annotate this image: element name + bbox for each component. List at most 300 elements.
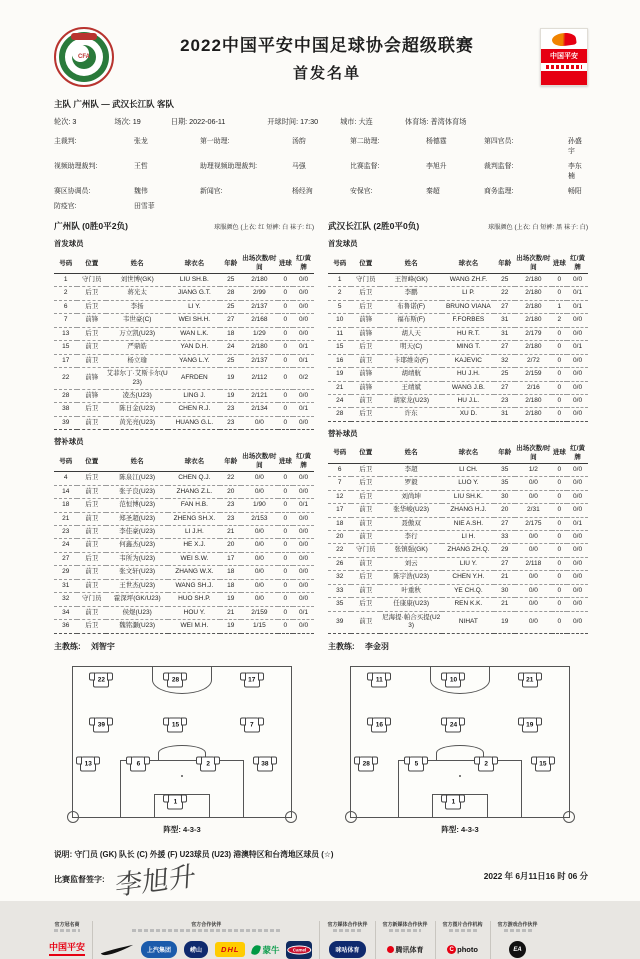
table-cell: 0 [552,598,568,611]
table-cell: 0/1 [567,517,588,530]
table-cell: 后卫 [77,287,106,300]
column-header: 出场次数/时间 [241,450,277,472]
table-cell: 0 [552,477,568,490]
table-cell: 0 [552,327,568,340]
table-cell: 19 [220,368,241,390]
sponsor-underline [49,954,85,956]
table-cell: 后卫 [77,552,106,565]
mengniu-logo: 蒙牛 [252,944,279,956]
table-cell: 23 [220,403,241,416]
column-header: 年龄 [494,442,515,464]
away-subs-label: 替补球员 [328,428,358,438]
table-cell: 前卫 [351,531,380,544]
table-cell: LI J.H. [168,526,220,539]
supervisor-signature: 李旭升 [114,860,197,901]
table-cell: 0/1 [567,287,588,300]
info-value: 19 [132,117,141,126]
table-row [328,531,588,544]
home-kit-colors: 球服颜色 (上衣: 红 短裤: 白 袜子: 红) [213,224,314,231]
table-cell: LIU Y. [442,557,494,570]
table-cell: 6 [54,300,77,313]
table-cell: 郑圣超(U23) [106,512,168,525]
table-cell: 0 [552,531,568,544]
table-cell: 陈日金(U23) [106,403,168,416]
table-cell: 前锋 [77,314,106,327]
column-header: 球衣名 [442,252,494,274]
table-cell: 0 [552,584,568,597]
home-starters-table [54,252,314,430]
table-cell: 李行 [380,531,442,544]
sponsor-group [375,921,435,959]
table-cell: 4 [54,472,77,485]
table-cell: 18 [220,579,241,592]
sponsor-logos [447,941,478,959]
table-cell: WEI S.W. [168,552,220,565]
team-columns [54,220,588,652]
table-cell: 2/180 [241,341,277,354]
coach-label: 主教练: [328,641,355,651]
table-row [328,354,588,367]
table-cell: 王靖斌 [380,381,442,394]
table-cell: 张子良(U23) [106,485,168,498]
shirt-number: 39 [97,721,105,729]
table-cell: 2/179 [515,327,551,340]
table-cell: 20 [220,485,241,498]
table-cell: 2/159 [241,606,277,619]
info-pair [171,117,226,127]
tencent-sports-logo: 腾讯体育 [387,945,424,955]
table-cell: 0 [278,314,294,327]
official-name: 马强 [292,163,306,170]
table-cell: 14 [54,485,77,498]
table-row [328,463,588,476]
sponsor-category-label: 官方图片合作机构 [442,921,483,928]
table-cell: 13 [54,327,77,340]
table-cell: 0/0 [293,539,314,552]
table-cell: 霍深坪(GK/U23) [106,593,168,606]
table-cell: 王智峰(GK) [380,274,442,287]
table-cell: 后卫 [351,598,380,611]
table-cell: 前锋 [351,327,380,340]
table-cell: CHEN Y.H. [442,571,494,584]
table-cell: 0 [278,499,294,512]
table-row [54,300,314,313]
table-row [54,287,314,300]
table-cell: ZHENG SH.X. [168,512,220,525]
table-cell: 0 [278,593,294,606]
table-cell: 0/0 [293,314,314,327]
table-cell: 前卫 [77,579,106,592]
table-cell: 陈泉江(U23) [106,472,168,485]
table-cell: 23 [220,416,241,429]
table-cell: 0 [278,579,294,592]
home-formation [64,666,300,835]
info-label: 开球时间: [267,117,301,126]
table-cell: WANG ZH.F. [442,274,494,287]
table-cell: 32 [54,593,77,606]
shirt-number: 1 [173,798,178,805]
table-cell: 后卫 [77,403,106,416]
table-cell: 23 [220,512,241,525]
table-row [54,593,314,606]
table-cell: 2/137 [241,300,277,313]
column-header: 出场次数/时间 [515,252,551,274]
shirt-number: 28 [171,676,180,684]
table-row [54,354,314,367]
table-cell: 后卫 [77,327,106,340]
shirt-number: 2 [206,760,210,768]
table-cell: 18 [328,517,351,530]
table-cell: 30 [494,584,515,597]
table-cell: 21 [220,606,241,619]
shirt-number: 16 [375,721,383,729]
nike-logo-icon [100,944,134,956]
table-cell: 0 [278,620,294,633]
ea-logo-icon: EA [509,941,526,958]
official-name: 杨经洵 [292,188,313,195]
table-cell: 0 [278,416,294,429]
shirt-number: 13 [84,760,92,768]
table-cell: 20 [328,531,351,544]
table-cell: 2/118 [515,557,551,570]
table-row [54,389,314,402]
home-pitch-diagram [72,666,292,818]
table-row [54,512,314,525]
table-cell: 0/1 [293,499,314,512]
table-cell: 31 [494,327,515,340]
table-cell: 前卫 [77,539,106,552]
column-header: 号码 [328,442,351,464]
table-cell: 0/0 [515,611,551,633]
official-name: 张龙 [134,138,148,145]
pingan-badge [540,28,588,86]
table-cell: 12 [328,490,351,503]
table-cell: 34 [54,606,77,619]
official-label: 新闻官: [200,188,223,195]
table-cell: 前卫 [77,606,106,619]
table-header-row [54,450,314,472]
sponsor-category-label: 官方冠名商 [54,921,80,928]
table-cell: 2/180 [515,287,551,300]
table-cell: 0/0 [567,557,588,570]
table-row [328,584,588,597]
table-cell: 0/1 [293,341,314,354]
table-cell: 蒋光太 [106,287,168,300]
table-cell: 张华峻(U23) [380,504,442,517]
table-cell: 0/0 [515,544,551,557]
table-cell: 张镇强(GK) [380,544,442,557]
table-cell: 前卫 [351,394,380,407]
table-cell: LING J. [168,389,220,402]
table-cell: LI H. [442,531,494,544]
table-cell: 23 [494,394,515,407]
table-cell: 前卫 [77,354,106,367]
shirt-number: 6 [136,760,141,768]
table-cell: 福布斯(F) [380,314,442,327]
official-name: 汤韵 [292,138,306,145]
table-cell: HU R.T. [442,327,494,340]
table-cell: 黄光亮(U23) [106,416,168,429]
away-name-record: 武汉长江队 (2胜0平0负) [328,221,420,231]
table-cell: 后卫 [351,571,380,584]
table-cell: REN K.K. [442,598,494,611]
column-header: 红/黄牌 [567,252,588,274]
table-row [328,287,588,300]
table-cell: 0 [278,300,294,313]
player-shirt-icon [518,673,542,688]
shirt-number: 2 [484,760,488,768]
table-cell: NIHAT [442,611,494,633]
table-cell: 27 [494,517,515,530]
table-cell: HUANG G.L. [168,416,220,429]
away-kit-colors: 球服颜色 (上衣: 白 短裤: 黑 袜子: 白) [487,224,588,231]
table-cell: 前锋 [351,381,380,394]
table-cell: 1/29 [241,327,277,340]
table-cell: FAN H.B. [168,499,220,512]
table-cell: 33 [494,531,515,544]
table-row [54,620,314,633]
table-cell: 后卫 [351,287,380,300]
table-cell: 0/0 [567,571,588,584]
table-cell: 2/159 [515,368,551,381]
table-cell: WEI M.H. [168,620,220,633]
table-row [54,539,314,552]
table-cell: 2 [54,287,77,300]
table-cell: 2/153 [241,512,277,525]
sponsor-category-label: 官方新媒体合作伙伴 [382,921,428,928]
match-info-row [54,117,588,127]
table-cell: 31 [494,408,515,421]
table-cell: 0 [278,512,294,525]
table-cell: HUO SH.P. [168,593,220,606]
table-row [54,472,314,485]
table-cell: 前卫 [77,512,106,525]
table-cell: 0 [552,490,568,503]
table-cell: MING T. [442,341,494,354]
table-cell: 前锋 [351,314,380,327]
table-cell: 0/0 [241,579,277,592]
official-label [200,200,292,210]
table-cell: 27 [494,300,515,313]
column-header: 年龄 [220,252,241,274]
signature-row [54,860,588,901]
table-cell: 30 [494,490,515,503]
table-row [328,504,588,517]
table-cell: 杨立瑜 [106,354,168,367]
table-cell: 2/180 [515,408,551,421]
column-header: 号码 [328,252,351,274]
table-cell: 刘尚坤 [380,490,442,503]
cfa-football-icon [72,45,96,69]
table-cell: 15 [328,341,351,354]
player-shirt-icon [474,757,498,772]
table-row [328,571,588,584]
table-cell: HU J.H. [442,368,494,381]
saic-logo: 上汽集团 [141,941,177,958]
table-cell: 19 [220,620,241,633]
table-row [328,341,588,354]
table-cell: 23 [220,499,241,512]
player-shirt-icon [240,718,264,733]
table-cell: 15 [54,341,77,354]
player-shirt-icon [89,673,113,688]
table-row [328,544,588,557]
table-cell: F.FORBES [442,314,494,327]
away-starters-label: 首发球员 [328,239,358,248]
table-cell: 前锋 [77,389,106,402]
table-cell: 24 [54,539,77,552]
table-cell: 0 [278,606,294,619]
table-cell: 0 [278,539,294,552]
away-formation-label: 阵型: 4-3-3 [441,824,479,834]
table-cell: 38 [54,403,77,416]
table-cell: 0/0 [293,579,314,592]
table-row [54,274,314,287]
column-header: 位置 [77,450,106,472]
player-shirt-icon [196,757,220,772]
table-cell: 0/2 [293,368,314,390]
home-name-record: 广州队 (0胜0平2负) [54,221,129,231]
table-cell: 21 [494,571,515,584]
table-cell: 凌杰(U23) [106,389,168,402]
info-pair [54,117,76,127]
table-cell: 22 [494,287,515,300]
table-cell: 2/180 [515,394,551,407]
table-cell: YANG L.Y. [168,354,220,367]
table-header-row [54,252,314,274]
table-cell: 魏铭灏(U23) [106,620,168,633]
away-subs-table [328,442,588,634]
shirt-number: 7 [249,721,254,729]
away-coach-line [328,641,588,652]
table-cell: 前卫 [77,566,106,579]
sponsor-group [92,921,319,959]
table-cell: 28 [220,287,241,300]
table-cell: 0 [552,557,568,570]
table-cell: 0/0 [567,584,588,597]
official-label: 安保官: [350,188,373,195]
table-cell: 5 [328,300,351,313]
table-cell: 明天(C) [380,341,442,354]
column-header: 年龄 [494,252,515,274]
table-cell: 24 [220,341,241,354]
table-cell: ZHANG H.J. [442,504,494,517]
info-pair [114,117,140,127]
shirt-number: 15 [171,721,180,729]
away-label: 客队 [157,99,175,109]
official-name: 孙盛宇 [568,138,582,155]
table-cell: 张文轩(U23) [106,566,168,579]
table-cell: 31 [54,579,77,592]
table-cell: 陈宇浩(U23) [380,571,442,584]
table-cell: 前卫 [351,557,380,570]
table-cell: YE CH.Q. [442,584,494,597]
table-cell: 后卫 [77,499,106,512]
cfa-logo-band [71,33,97,40]
competition-title: 2022中国平安中国足球协会超级联赛 [180,36,474,55]
table-cell: 0/0 [567,381,588,394]
table-cell: 25 [220,354,241,367]
table-cell: 0/0 [241,552,277,565]
column-header: 位置 [351,252,380,274]
table-cell: 0/0 [293,485,314,498]
table-cell: 2/99 [241,287,277,300]
migu-sports-logo: 咪咕体育 [329,941,365,958]
table-cell: KAJEVIC [442,354,494,367]
player-shirt-icon [367,718,391,733]
table-cell: LUO Y. [442,477,494,490]
table-cell: 后卫 [351,408,380,421]
table-cell: ZHANG W.X. [168,566,220,579]
info-pair [340,117,373,127]
vs-separator: — [101,99,110,109]
table-cell: 李扬 [106,300,168,313]
table-cell: 0/0 [241,593,277,606]
table-cell: 0/0 [515,598,551,611]
table-cell: 胡家龙(U23) [380,394,442,407]
shirt-number: 22 [97,676,105,684]
table-cell: 0/0 [567,314,588,327]
player-shirt-icon [518,718,542,733]
table-cell: WANG J.B. [442,381,494,394]
table-cell: 0/0 [293,472,314,485]
table-row [328,490,588,503]
home-team-name: 广州队 [73,99,99,109]
table-cell: HE X.J. [168,539,220,552]
table-cell: 21 [54,512,77,525]
sponsor-strip [42,921,602,959]
table-cell: 27 [494,557,515,570]
official-label: 第四官员: [484,138,514,145]
away-pitch-diagram [350,666,570,818]
sponsor-group [490,921,545,959]
table-cell: LIU SH.B. [168,274,220,287]
away-team-name: 武汉长江队 [112,99,155,109]
table-cell: 24 [328,394,351,407]
table-cell: 0/0 [293,552,314,565]
official-label: 防疫官: [54,203,77,210]
column-header: 号码 [54,450,77,472]
column-header: 球衣名 [168,450,220,472]
table-cell: 0 [552,381,568,394]
table-cell: 聂傲双 [380,517,442,530]
sponsor-category-label: 官方媒体合作伙伴 [327,921,368,928]
player-shirt-icon [76,757,100,772]
table-cell: 前卫 [77,526,106,539]
table-cell: 7 [328,477,351,490]
sponsor-category-subtext [333,929,361,932]
info-value: 3 [72,117,77,126]
table-cell: 0 [552,544,568,557]
column-header: 出场次数/时间 [241,252,277,274]
table-cell: 后卫 [351,300,380,313]
sponsor-category-subtext [132,929,281,932]
player-shirt-icon [367,673,391,688]
table-cell: 22 [54,368,77,390]
sponsor-group [319,921,374,959]
supervisor-sign-label: 比赛监督签字: [54,874,105,884]
shirt-number: 38 [261,760,269,768]
home-column [54,220,314,652]
table-cell: 罗毅 [380,477,442,490]
table-cell: 胡人天 [380,327,442,340]
table-cell: 1/2 [515,463,551,476]
table-cell: 后卫 [351,341,380,354]
table-cell: 10 [328,314,351,327]
sponsor-logos [49,941,85,959]
table-cell: 2/168 [241,314,277,327]
table-cell: 1 [328,274,351,287]
